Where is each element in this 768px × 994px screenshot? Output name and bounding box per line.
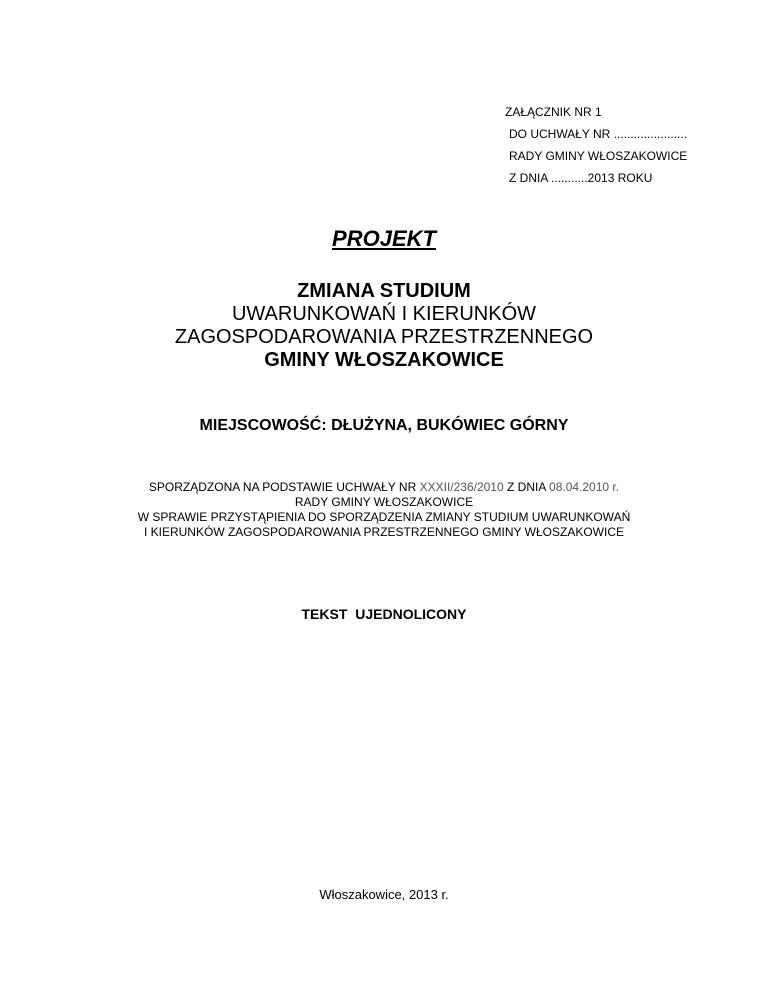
annex-council-name: RADY GMINY WŁOSZAKOWICE bbox=[509, 149, 688, 163]
legal-basis bbox=[0, 480, 768, 540]
annex-number: ZAŁĄCZNIK NR 1 bbox=[505, 105, 602, 119]
annex-block bbox=[505, 101, 687, 189]
basis-line-1 bbox=[0, 480, 768, 495]
basis-line-1-a: SPORZĄDZONA NA PODSTAWIE UCHWAŁY NR bbox=[148, 480, 420, 494]
annex-resolution-number: DO UCHWAŁY NR ...................... bbox=[509, 127, 688, 141]
basis-line-2: RADY GMINY WŁOSZAKOWICE bbox=[294, 495, 474, 509]
locality-heading: MIEJSCOWOŚĆ: DŁUŻYNA, BUKÓWIEC GÓRNY bbox=[199, 417, 569, 434]
place-date: Włoszakowice, 2013 r. bbox=[319, 887, 449, 902]
title-line-3: ZAGOSPODAROWANIA PRZESTRZENNEGO bbox=[174, 326, 594, 348]
title-line-1: ZMIANA STUDIUM bbox=[297, 280, 471, 302]
unified-text-label: TEKST UJEDNOLICONY bbox=[301, 606, 467, 622]
title-line-2: UWARUNKOWAŃ I KIERUNKÓW bbox=[231, 303, 537, 325]
project-heading: PROJEKT bbox=[332, 226, 436, 251]
basis-line-3: W SPRAWIE PRZYSTĄPIENIA DO SPORZĄDZENIA ZMIANY STUDIUM UWARUNKOWAŃ bbox=[137, 510, 631, 524]
annex-date: Z DNIA ...........2013 ROKU bbox=[509, 171, 653, 185]
document-title bbox=[0, 280, 768, 372]
basis-line-1-e: r. bbox=[609, 480, 620, 494]
unified-text-heading bbox=[0, 604, 768, 624]
resolution-number: XXXII/236/2010 bbox=[419, 480, 504, 494]
title-line-4: GMINY WŁOSZAKOWICE bbox=[264, 349, 504, 371]
basis-line-1-c: Z DNIA bbox=[503, 480, 550, 494]
basis-line-4: I KIERUNKÓW ZAGOSPODAROWANIA PRZESTRZENNEGO GMINY WŁOSZAKOWICE bbox=[143, 525, 625, 539]
resolution-date: 08.04.2010 bbox=[549, 480, 610, 494]
